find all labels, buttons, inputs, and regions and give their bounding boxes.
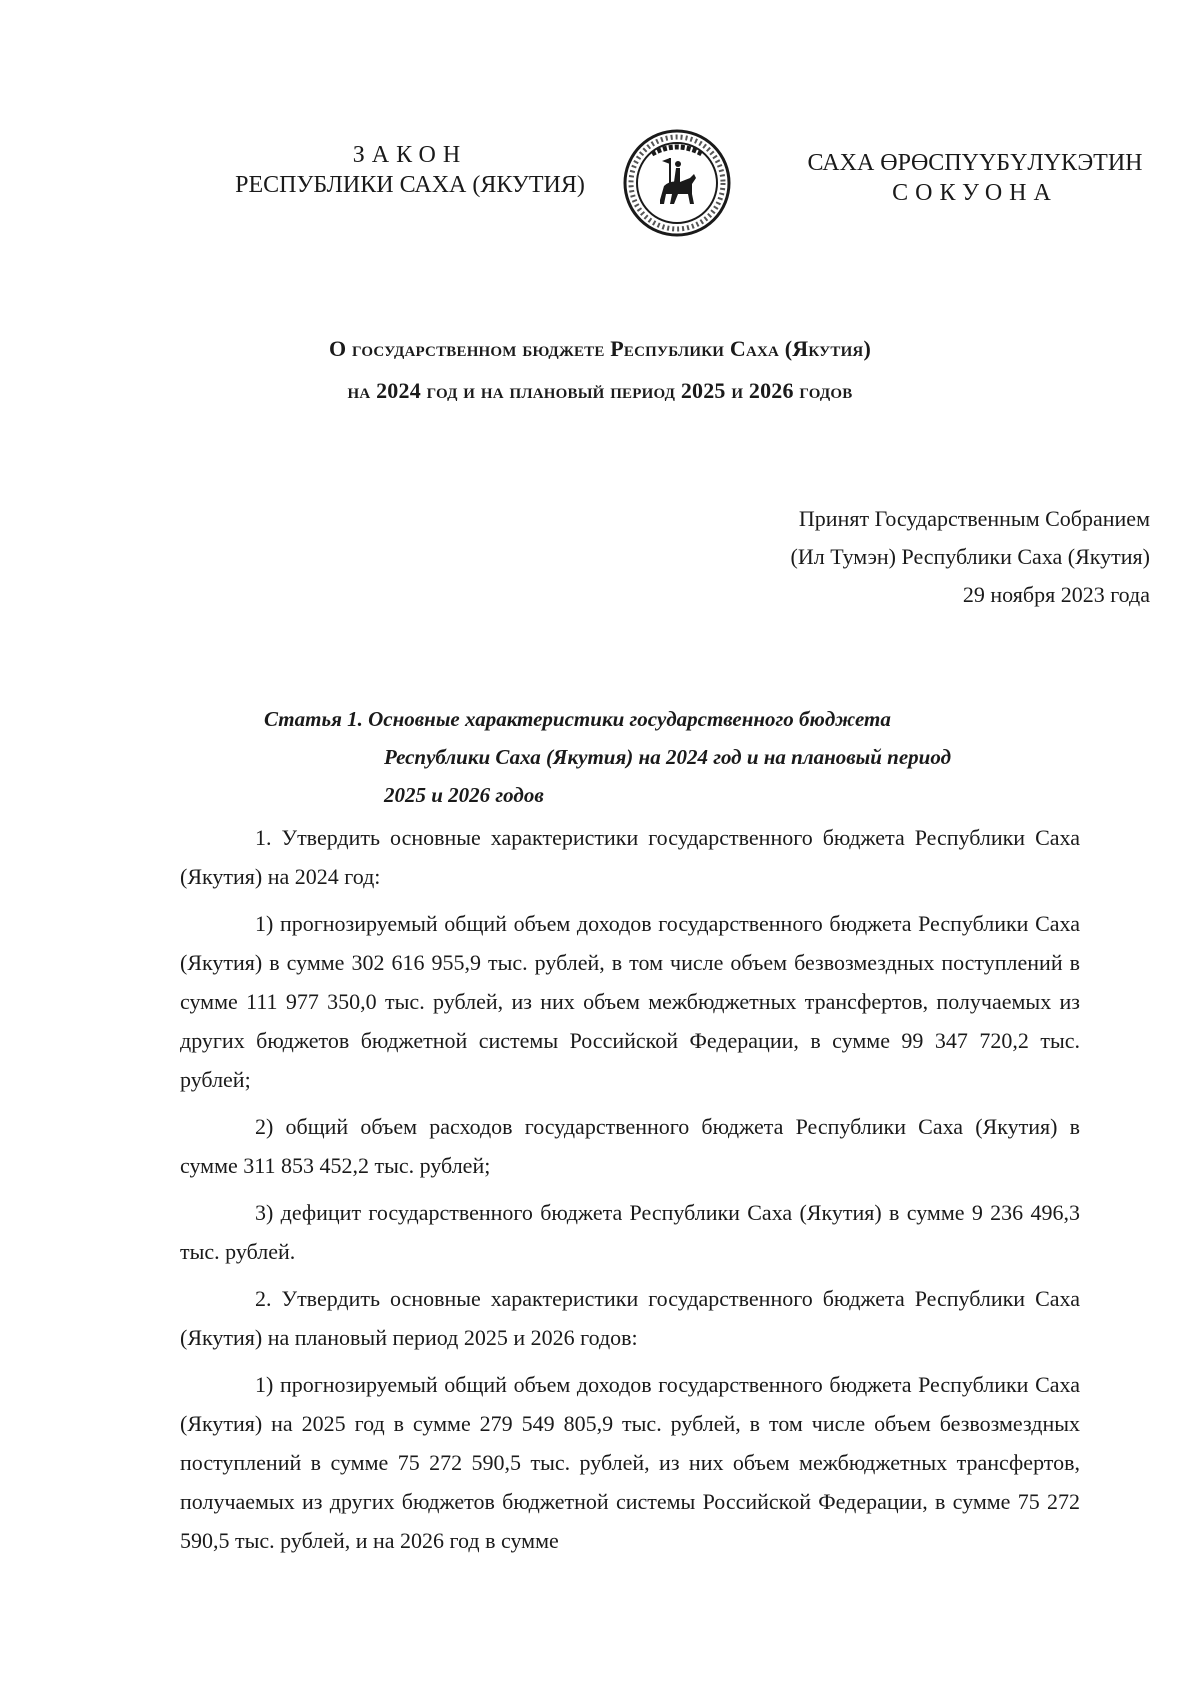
- article-heading: [180, 700, 1080, 814]
- header-left-line1: ЗАКОН: [352, 142, 468, 168]
- paragraph: 2) общий объем расходов государственного бюджета Республики Саха (Якутия) в сумме 311 853 452,2 тыс. рублей;: [180, 1114, 1080, 1178]
- adoption-block: [550, 500, 1150, 614]
- paragraph: 1) прогнозируемый общий объем доходов государственного бюджета Республики Саха (Якутия) на 2025 год в сумме 279 549 805,9 тыс. рублей, в том числе объем безвозмездных поступлений в сумме 75 272 590,5 тыс. рублей, из них объем межбюджетных трансфертов, получаемых из других бюджетов бюджетной системы Российской Федерации, в сумме 75 272 590,5 тыс. рублей, и на 2026 год в сумме: [180, 1372, 1080, 1553]
- paragraph: 2. Утвердить основные характеристики государственного бюджета Республики Саха (Якутия) на плановый период 2025 и 2026 годов:: [180, 1286, 1080, 1350]
- header-right: [790, 148, 1160, 208]
- adopted-line2: (Ил Тумэн) Республики Саха (Якутия): [790, 544, 1150, 569]
- article-heading-line1: Статья 1. Основные характеристики государственного бюджета: [264, 707, 891, 731]
- adopted-line1: Принят Государственным Собранием: [798, 506, 1150, 531]
- paragraph: 3) дефицит государственного бюджета Республики Саха (Якутия) в сумме 9 236 496,3 тыс. рублей.: [180, 1200, 1080, 1264]
- title-line2: на 2024 год и на плановый период 2025 и 2026 годов: [347, 378, 853, 403]
- adopted-date: 29 ноября 2023 года: [962, 582, 1150, 607]
- header-left: [215, 140, 605, 200]
- coat-of-arms-icon: [622, 128, 732, 238]
- header-right-line1: САХА ӨРӨСПҮҮБҮЛҮКЭТИН: [807, 150, 1143, 176]
- paragraph: 1. Утвердить основные характеристики государственного бюджета Республики Саха (Якутия) на 2024 год:: [180, 825, 1080, 889]
- article-heading-line2: Республики Саха (Якутия) на 2024 год и на плановый период: [384, 745, 951, 769]
- article-body: [180, 818, 1080, 1568]
- article-heading-line3: 2025 и 2026 годов: [384, 783, 544, 807]
- header-right-line2: СОКУОНА: [892, 180, 1058, 206]
- title-line1: О государственном бюджете Республики Саха (Якутия): [328, 336, 871, 361]
- document-title: [160, 328, 1040, 412]
- header-left-line2: РЕСПУБЛИКИ САХА (ЯКУТИЯ): [235, 172, 585, 198]
- paragraph: 1) прогнозируемый общий объем доходов государственного бюджета Республики Саха (Якутия) в сумме 302 616 955,9 тыс. рублей, в том числе объем безвозмездных поступлений в сумме 111 977 350,0 тыс. рублей, из них объем межбюджетных трансфертов, получаемых из других бюджетов бюджетной системы Российской Федерации, в сумме 99 347 720,2 тыс. рублей;: [180, 911, 1080, 1092]
